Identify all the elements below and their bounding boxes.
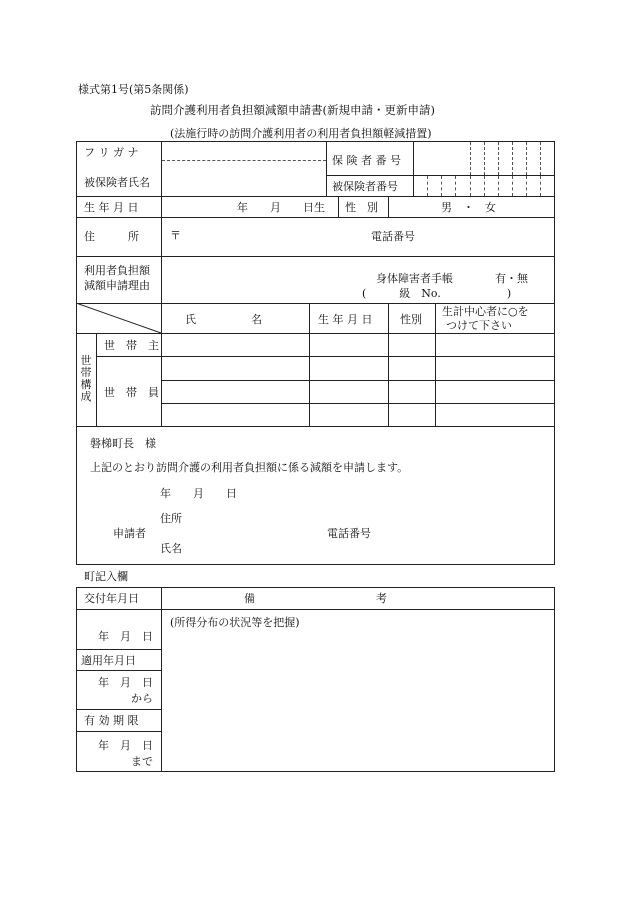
insured-no-label: 被保険者番号 [332, 180, 398, 193]
apply-date-from: から [131, 692, 153, 705]
birthdate-label: 生 年 月 日 [84, 201, 139, 214]
applicant-address-label: 住所 [160, 512, 182, 525]
office-section-label: 町記入欄 [84, 570, 128, 583]
apply-date-ymd: 年 月 日 [98, 676, 153, 689]
remarks-header: 備 考 [244, 592, 387, 605]
form-title: 訪問介護利用者負担額減額申請書(新規申請・更新申請) [150, 103, 435, 117]
valid-period-ymd: 年 月 日 [98, 739, 153, 752]
household-section-label: 世帯構成 [80, 354, 92, 403]
address-input[interactable] [182, 220, 362, 254]
col-center-header-1: 生計中心者に○を [442, 305, 529, 318]
household-member-label: 世 帯 員 [104, 386, 159, 399]
apply-date-label: 適用年月日 [81, 654, 136, 667]
birthdate-value[interactable]: 年 月 日生 [237, 201, 325, 214]
reason-label-2: 減額申請理由 [84, 279, 150, 292]
valid-period-until: まで [131, 755, 153, 768]
col-birth-header: 生 年 月 日 [318, 313, 373, 326]
household-head-label: 世 帯 主 [104, 339, 159, 352]
issue-date-label: 交付年月日 [84, 592, 139, 605]
insurer-no-label: 保 険 者 番 号 [332, 154, 401, 167]
insured-no-input[interactable] [414, 176, 554, 196]
insurer-no-input[interactable] [414, 142, 554, 175]
applicant-phone-label: 電話番号 [327, 527, 371, 540]
col-sex-header: 性別 [400, 313, 422, 326]
valid-period-label: 有 効 期 限 [84, 714, 139, 727]
sex-value[interactable]: 男 ・ 女 [441, 201, 496, 214]
furigana-input[interactable] [163, 142, 325, 159]
furigana-label: フ リ ガ ナ [84, 146, 139, 159]
col-name-header: 氏 名 [185, 313, 262, 326]
diagonal-slash [76, 303, 162, 334]
application-date[interactable]: 年 月 日 [160, 487, 237, 500]
insured-name-input[interactable] [163, 162, 325, 195]
form-subtitle: (法施行時の訪問介護利用者の利用者負担額軽減措置) [170, 127, 432, 140]
addressee: 磐梯町長 様 [90, 437, 156, 450]
col-center-header-2: つけて下さい [446, 319, 512, 332]
applicant-label: 申請者 [113, 527, 146, 540]
insured-name-label: 被保険者氏名 [84, 176, 150, 189]
phone-label: 電話番号 [371, 230, 415, 243]
form-number: 様式第1号(第5条関係) [78, 83, 189, 96]
application-statement: 上記のとおり訪問介護の利用者負担額に係る減額を申請します。 [90, 461, 409, 474]
applicant-name-label: 氏名 [160, 542, 182, 555]
disability-book-label: 身体障害者手帳 [376, 272, 453, 285]
remarks-note: (所得分布の状況等を把握) [170, 616, 300, 629]
disability-grade[interactable]: ( 級 No. ) [362, 287, 512, 300]
issue-date-ymd: 年 月 日 [98, 630, 153, 643]
sex-label: 性 別 [345, 201, 378, 214]
disability-yesno[interactable]: 有・無 [495, 272, 528, 285]
reason-label-1: 利用者負担額 [84, 264, 150, 277]
postal-mark: 〒 [170, 229, 181, 242]
address-label: 住 所 [84, 230, 139, 243]
